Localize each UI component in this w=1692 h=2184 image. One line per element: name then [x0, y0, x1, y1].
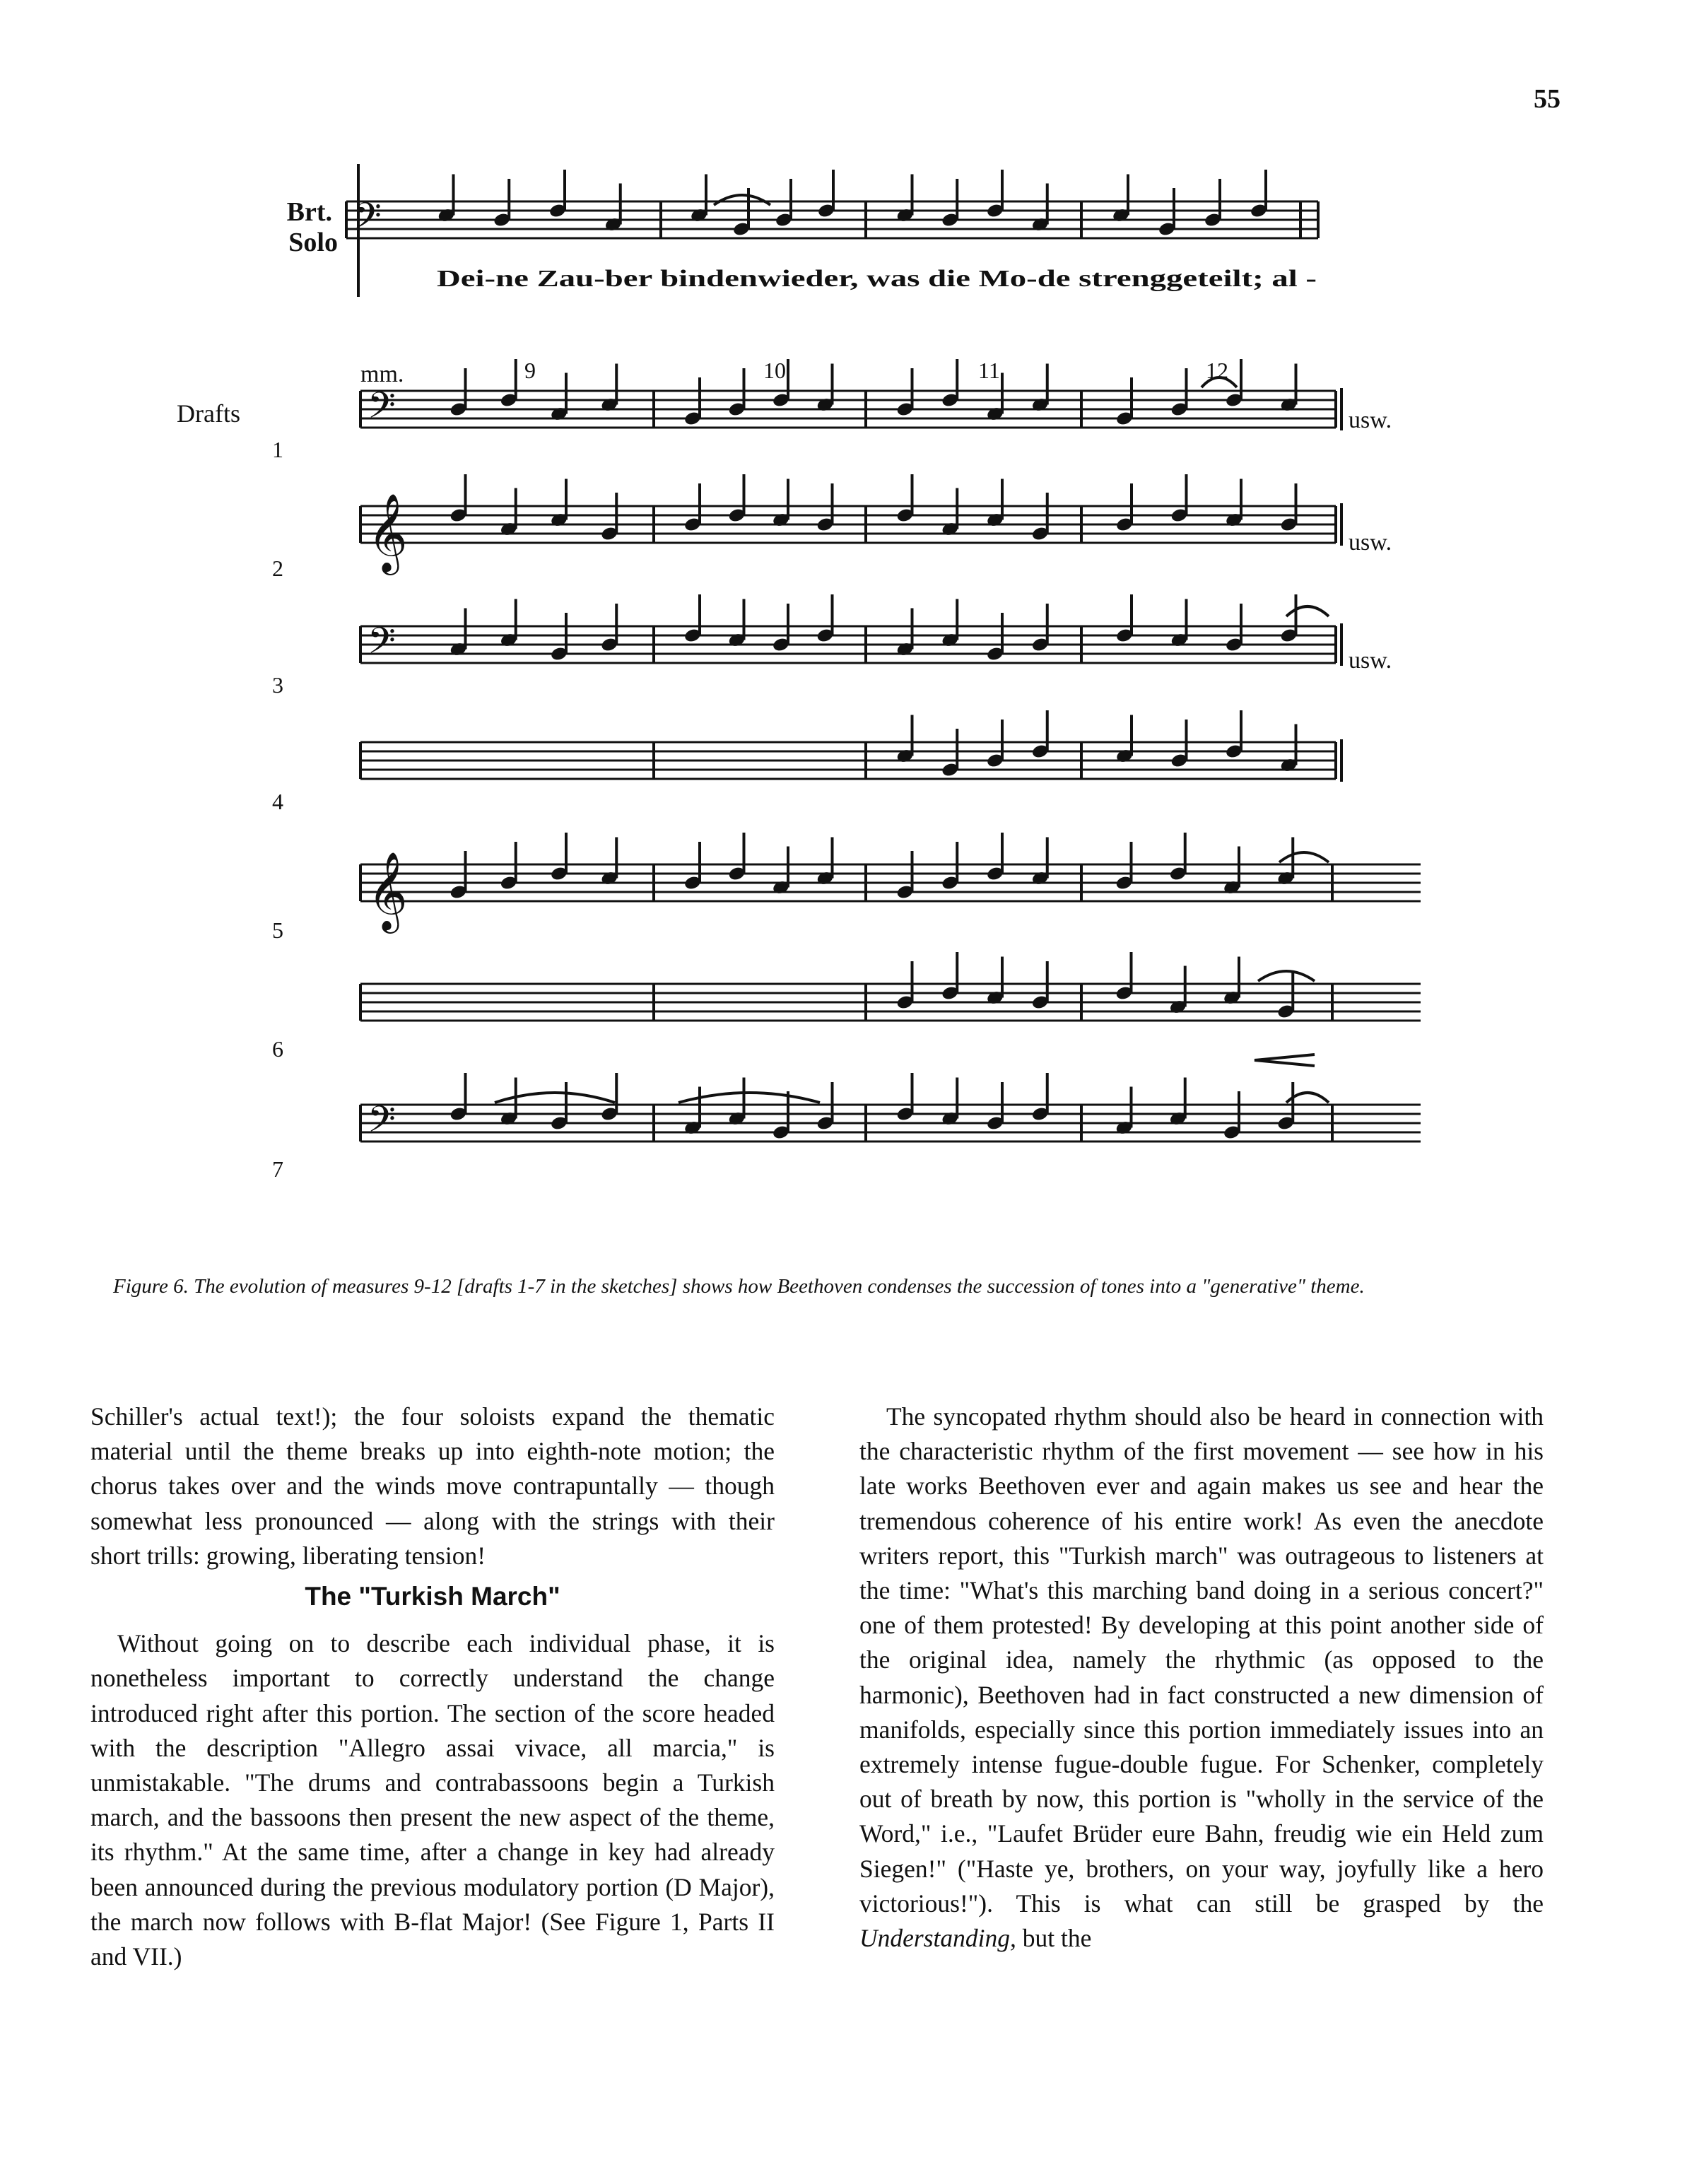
draft-number-2: 2 — [272, 556, 283, 581]
draft-number-4: 4 — [272, 789, 283, 814]
treble-clef-icon: 𝄞 — [368, 493, 408, 572]
paragraph: Without going on to describe each individual phase, it is nonetheless important to correctly understand the change introduced right after this portion. The section of the score headed with the description "Allegro assai vivace, all marcia," is unmistakable. "The drums and contrabassoons begin a Turkish march, and the bassoons then present the new aspect of the theme, its rhythm." At the same time, after a change in key had already been announced during the previous modulatory portion (D Major), the march now follows with B-flat Major! (See Figure 1, Parts II and VII.) — [90, 1629, 775, 1971]
emphasized-word: Understanding, — [859, 1924, 1016, 1953]
figure-caption: Figure 6. The evolution of measures 9-12 [drafts 1-7 in the sketches] shows how Beethoven condenses the succession of tones into a "generative" theme. — [113, 1275, 1365, 1298]
bass-clef-icon: 𝄢 — [368, 384, 396, 435]
draft-number-6: 6 — [272, 1036, 283, 1062]
paragraph — [859, 1399, 1544, 1956]
draft-number-5: 5 — [272, 917, 283, 943]
draft-number-1: 1 — [272, 437, 283, 462]
draft-number-3: 3 — [272, 672, 283, 698]
measure-prefix: mm. — [360, 361, 404, 387]
staff-systems — [346, 164, 1421, 1149]
paragraph-text: The syncopated rhythm should also be heard in connection with the characteristic rhythm of the first movement — see how in his late works Beethoven ever and again makes us see and hear the tremendous coherence of his entire work! As even the anecdote writers report, this "Turkish march" was outrageous to listeners at the time: "What's this marching band doing in a serious concert?" one of them protested! By developing at this point another side of the original idea, namely the rhythmic (as opposed to the harmonic), Beethoven had in fact constructed a new dimension of manifolds, especially since this portion immediately issues into an extremely intense fugue-double fugue. For Schenker, completely out of breath by now, this portion is "wholly in the service of the Word," i.e., "Laufet Brüder eure Bahn, freudig wie ein Held zum Siegen!" ("Haste ye, brothers, on your way, joyfully like a hero victorious!"). This is what can still be grasped by the — [859, 1402, 1544, 1918]
slur-mark — [714, 195, 770, 205]
measure-number-10: 10 — [763, 358, 786, 383]
measure-number-11: 11 — [978, 358, 1000, 383]
usw-mark-draft-3: usw. — [1349, 647, 1392, 674]
text-column-right — [859, 1399, 1544, 1956]
slur-mark — [495, 1093, 615, 1103]
measure-number-9: 9 — [524, 358, 536, 383]
paragraph: Schiller's actual text!); the four soloists expand the thematic material until the theme breaks up into eighth-note motion; the chorus takes over and the winds move contrapuntally — though somewhat less pronounced — along with the strings with their short trills: growing, liberating tension! — [90, 1402, 775, 1570]
soloist-label-brt: Brt. — [286, 197, 332, 227]
bass-clef-icon: 𝄢 — [368, 1098, 396, 1149]
soloist-label-solo: Solo — [288, 228, 338, 257]
slur-mark — [1286, 606, 1329, 616]
bass-clef-icon: 𝄢 — [353, 194, 382, 246]
draft-number-7: 7 — [272, 1156, 283, 1182]
measure-number-12: 12 — [1206, 358, 1228, 383]
diminuendo-hairpin — [1255, 1055, 1315, 1066]
text-column-left — [90, 1399, 775, 1974]
paragraph-text-end: but the — [1016, 1924, 1092, 1953]
usw-mark-draft-1: usw. — [1349, 407, 1392, 433]
page-number: 55 — [1534, 84, 1561, 114]
bass-clef-icon: 𝄢 — [368, 619, 396, 671]
usw-mark-draft-2: usw. — [1349, 529, 1392, 556]
drafts-label: Drafts — [177, 399, 240, 428]
slur-mark — [1258, 971, 1315, 981]
lyrics-line: Dei-ne Zau-ber bindenwieder, was die Mo-de strenggeteilt; al - — [437, 266, 1317, 292]
treble-clef-icon: 𝄞 — [368, 851, 408, 930]
section-heading: The "Turkish March" — [305, 1582, 560, 1611]
slur-mark — [1279, 852, 1329, 862]
